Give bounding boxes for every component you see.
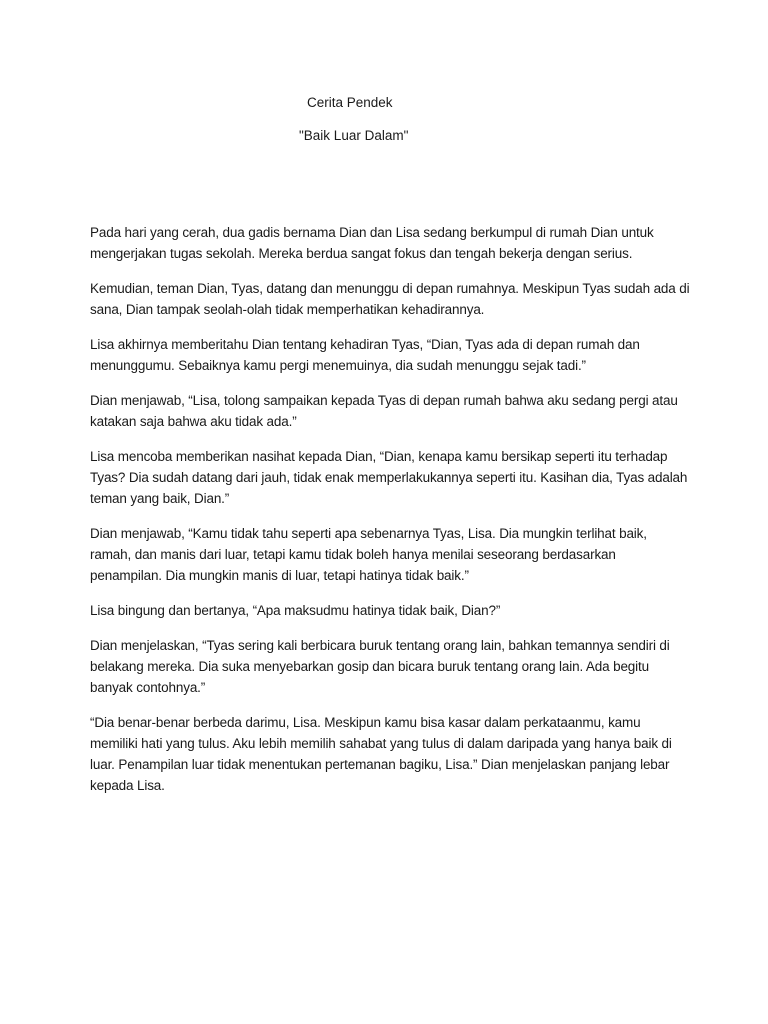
paragraph-line: mengerjakan tugas sekolah. Mereka berdua sangat fokus dan tengah bekerja dengan serius. — [90, 246, 633, 261]
paragraph-line: “Dia benar-benar berbeda darimu, Lisa. Meskipun kamu bisa kasar dalam perkataanmu, kamu — [90, 715, 641, 730]
document-label: Cerita Pendek — [307, 95, 393, 110]
paragraph-line: Tyas? Dia sudah datang dari jauh, tidak enak memperlakukannya seperti itu. Kasihan dia, Tyas adalah — [90, 470, 688, 485]
story-paragraph — [90, 446, 690, 509]
paragraph-line: menunggumu. Sebaiknya kamu pergi menemuinya, dia sudah menunggu sejak tadi.” — [90, 358, 586, 373]
paragraph-line: Lisa bingung dan bertanya, “Apa maksudmu hatinya tidak baik, Dian?” — [90, 603, 501, 618]
paragraph-line: penampilan. Dia mungkin manis di luar, tetapi hatinya tidak baik.” — [90, 568, 469, 583]
paragraph-line: Pada hari yang cerah, dua gadis bernama Dian dan Lisa sedang berkumpul di rumah Dian untuk — [90, 225, 654, 240]
paragraph-line: memiliki hati yang tulus. Aku lebih memilih sahabat yang tulus di dalam daripada yang hanya baik di — [90, 736, 672, 751]
paragraph-line: Dian menjawab, “Lisa, tolong sampaikan kepada Tyas di depan rumah bahwa aku sedang pergi atau — [90, 393, 678, 408]
story-paragraph — [90, 278, 690, 320]
paragraph-line: Dian menjawab, “Kamu tidak tahu seperti apa sebenarnya Tyas, Lisa. Dia mungkin terlihat baik, — [90, 526, 647, 541]
story-paragraph — [90, 334, 690, 376]
paragraph-line: Lisa mencoba memberikan nasihat kepada Dian, “Dian, kenapa kamu bersikap seperti itu terhadap — [90, 449, 668, 464]
paragraph-line: Kemudian, teman Dian, Tyas, datang dan menunggu di depan rumahnya. Meskipun Tyas sudah ada di — [90, 281, 690, 296]
paragraph-line: sana, Dian tampak seolah-olah tidak memperhatikan kehadirannya. — [90, 302, 485, 317]
story-paragraph — [90, 600, 690, 621]
story-title: "Baik Luar Dalam" — [299, 128, 409, 143]
story-paragraph — [90, 712, 690, 796]
story-paragraph — [90, 222, 690, 264]
paragraph-line: luar. Penampilan luar tidak menentukan pertemanan bagiku, Lisa.” Dian menjelaskan panjang lebar — [90, 757, 670, 772]
story-paragraph — [90, 390, 690, 432]
story-body — [90, 222, 690, 810]
story-paragraph — [90, 635, 690, 698]
paragraph-line: ramah, dan manis dari luar, tetapi kamu tidak boleh hanya menilai seseorang berdasarkan — [90, 547, 616, 562]
paragraph-line: banyak contohnya.” — [90, 680, 206, 695]
paragraph-line: Lisa akhirnya memberitahu Dian tentang kehadiran Tyas, “Dian, Tyas ada di depan rumah dan — [90, 337, 640, 352]
paragraph-line: teman yang baik, Dian.” — [90, 491, 230, 506]
paragraph-line: katakan saja bahwa aku tidak ada.” — [90, 414, 297, 429]
story-paragraph — [90, 523, 690, 586]
paragraph-line: kepada Lisa. — [90, 778, 165, 793]
paragraph-line: Dian menjelaskan, “Tyas sering kali berbicara buruk tentang orang lain, bahkan temannya sendiri di — [90, 638, 670, 653]
paragraph-line: belakang mereka. Dia suka menyebarkan gosip dan bicara buruk tentang orang lain. Ada begitu — [90, 659, 649, 674]
